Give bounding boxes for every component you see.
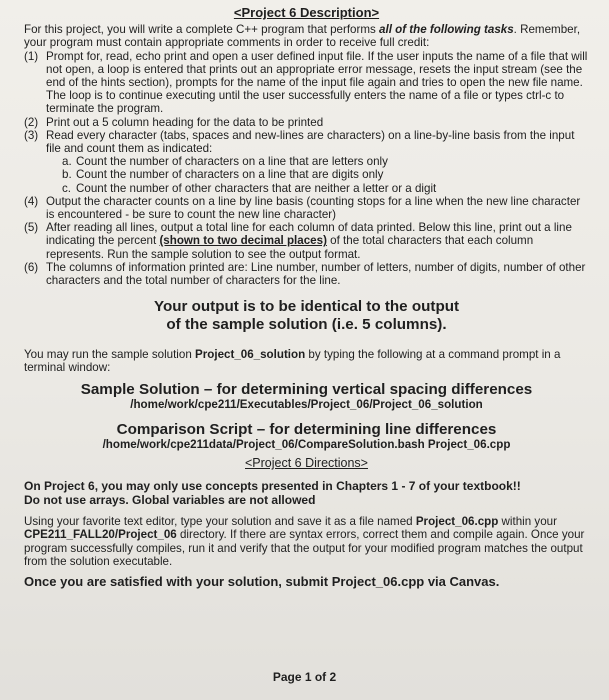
substep-letter: c. — [62, 181, 72, 195]
project-description-title: <Project 6 Description> — [233, 5, 380, 20]
requirement-item — [24, 195, 589, 221]
requirement-text: Print out a 5 column heading for the data to be printed — [46, 115, 324, 129]
requirement-item — [24, 221, 589, 261]
substep-letter: a. — [62, 155, 72, 169]
requirement-text: Output the character counts on a line by line basis (counting stops for a line when the new line character is encountered - be sure to count the new line character) — [46, 194, 581, 222]
requirements-list — [24, 50, 589, 156]
requirement-item — [24, 261, 589, 287]
requirement-text: The columns of information printed are: Line number, number of letters, number of digits, number of other characters and the total number of characters for the line. — [46, 260, 586, 288]
comparison-script-path: /home/work/cpe211data/Project_06/CompareSolution.bash Project_06.cpp — [102, 437, 511, 451]
page-number: Page 1 of 2 — [272, 670, 337, 684]
substep-item — [62, 168, 589, 181]
solution-filename: Project_06.cpp — [415, 515, 499, 529]
intro-emphasis: all of the following tasks — [379, 23, 514, 37]
intro-paragraph — [24, 23, 589, 49]
requirements-list-continued — [24, 195, 589, 287]
sample-solution-name: Project_06_solution — [195, 348, 306, 362]
substep-text: Count the number of characters on a line that are digits only — [76, 168, 384, 182]
requirement-number: (2) — [24, 115, 39, 129]
count-substeps-list — [24, 155, 589, 195]
requirement-number: (6) — [24, 260, 39, 274]
editor-text-2: within your — [498, 515, 557, 529]
comparison-script-heading: Comparison Script – for determining line differences — [116, 420, 497, 438]
requirement-item — [24, 50, 589, 116]
editor-text-3: directory. If there are syntax errors, correct them and compile again. Once your program successfully compiles, run it and verify that the output for your modified program matches the output from the solution executable. — [24, 528, 585, 568]
two-decimal-emphasis: (shown to two decimal places) — [159, 234, 327, 248]
sample-solution-heading: Sample Solution – for determining vertical spacing differences — [80, 380, 533, 398]
identical-output-notice — [24, 298, 589, 334]
requirement-number: (4) — [24, 194, 39, 208]
sample-solution-path: /home/work/cpe211/Executables/Project_06/Project_06_solution — [130, 397, 483, 411]
intro-text-pre: For this project, you will write a complete C++ program that performs — [24, 23, 380, 37]
requirement-item — [24, 116, 589, 129]
requirement-text-post: of the total characters that each column represents. Run the sample solution to see the output format. — [46, 234, 534, 261]
requirement-text: Read every character (tabs, spaces and new-lines are characters) on a line-by-line basis from the input file and count them as indicated: — [46, 128, 575, 156]
project-directions-title: <Project 6 Directions> — [245, 456, 368, 471]
substep-letter: b. — [62, 168, 72, 182]
sample-run-pre: You may run the sample solution — [24, 348, 196, 362]
solution-directory: CPE211_FALL20/Project_06 — [24, 528, 177, 542]
concepts-notice — [24, 480, 589, 507]
substep-item — [62, 155, 589, 168]
sample-run-paragraph — [24, 348, 589, 374]
requirement-number: (1) — [24, 49, 39, 63]
substep-item — [62, 182, 589, 195]
requirement-item — [24, 129, 589, 155]
substep-text: Count the number of other characters that are neither a letter or a digit — [76, 181, 437, 195]
identical-line-1: Your output is to be identical to the output — [153, 298, 460, 316]
requirement-text: Prompt for, read, echo print and open a user defined input file. If the user inputs the name of a file that will not open, a loop is entered that prints out an appropriate error message, resets the input stream (see the end of the hints section), prompts for the name of the input file again and tries to open the new file name. The loop is to continue executing until the user successfully enters the name of a file or types ctrl-c to terminate the program. — [46, 49, 588, 116]
substep-text: Count the number of characters on a line that are letters only — [76, 155, 388, 169]
intro-text-post: . Remember, your program must contain appropriate comments in order to receive full credit: — [24, 23, 581, 50]
editor-instructions — [24, 515, 589, 568]
sample-run-post: by typing the following at a command prompt in a terminal window: — [24, 348, 561, 375]
concepts-line-1: On Project 6, you may only use concepts presented in Chapters 1 - 7 of your textbook!! — [24, 479, 521, 494]
concepts-line-2: Do not use arrays. Global variables are not allowed — [24, 492, 316, 507]
submit-instruction: Once you are satisfied with your solution, submit Project_06.cpp via Canvas. — [24, 574, 500, 590]
requirement-number: (5) — [24, 221, 39, 235]
requirement-text — [46, 221, 589, 261]
identical-line-2: of the sample solution (i.e. 5 columns). — [166, 316, 447, 334]
requirement-text-pre: After reading all lines, output a total line for each column of data printed. Below this line, print out a line indicating the percent — [46, 221, 572, 248]
requirement-number: (3) — [24, 128, 39, 142]
editor-text-1: Using your favorite text editor, type your solution and save it as a file named — [24, 515, 416, 529]
